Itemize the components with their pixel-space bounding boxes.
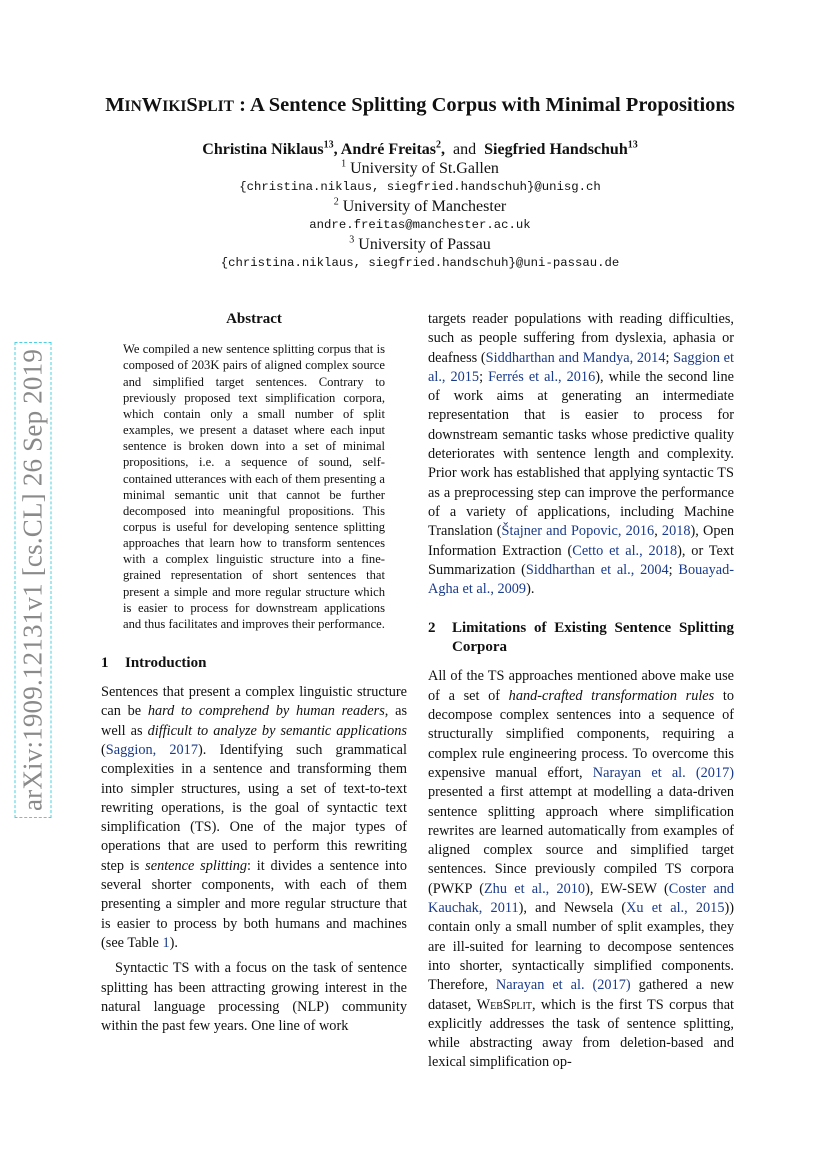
citation-link[interactable]: Štajner and Popovic, 2016 [501,523,655,540]
title-rest: : A Sentence Splitting Corpus with Minimal Propositions [239,94,735,116]
citation-link[interactable]: Narayan et al. (2017) [592,764,734,781]
affiliation-2-email: andre.freitas@manchester.ac.uk [309,218,531,232]
author-1: Christina Niklaus [202,141,324,158]
author-3-sup: 13 [627,139,638,151]
table-ref-link[interactable]: 1 [162,934,170,951]
citation-link[interactable]: Saggion et al., 2015 [428,349,734,385]
citation-link[interactable]: Coster and Kauchak, 2011 [428,880,734,917]
left-column [101,310,407,1036]
citation-link[interactable]: Siddharthan and Mandya, 2014 [485,349,666,366]
affiliation-3: $^3$ University of Passau [349,234,491,253]
paper-title [70,94,770,117]
affiliation-2: $^2$ University of Manchester [333,196,507,215]
author-names: Christina Niklaus$^{13}$, André Freitas$^2$, and Siegfried Handschuh$^{13}$ [202,139,638,158]
author-3: Siegfried Handschuh [484,141,628,158]
abstract-heading: Abstract [226,311,282,327]
arxiv-identifier: arXiv:1909.12131v1 [cs.CL] 26 Sep 2019 [15,342,52,818]
author-block [70,140,770,273]
citation-link[interactable]: Cetto et al., 2018 [572,542,678,559]
citation-link[interactable]: Bouayad-Agha et al., 2009 [428,561,735,598]
affiliation-3-email: {christina.niklaus, siegfried.handschuh}@uni-passau.de [220,256,620,270]
intro-paragraph-1: Sentences that present a complex linguistic structure can be hard to comprehend by human readers, as well as difficult to analyze by semantic applications (Saggion, 2017). Identifying such grammatical complexities in a sentence and transforming them into simpler structures, using a set of text-to-text rewriting operations, is the goal of syntactic text simplification (TS). One of the major types of operations that are used to perform this rewriting step is sentence splitting: it divides a sentence into several shorter components, with each of them presenting a simpler and more regular structure that is easier to process by both humans and machines (see Table 1). [101,684,408,951]
section-2-paragraph: All of the TS approaches mentioned above make use of a set of hand-crafted transformation rules to decompose complex sentences into a sequence of structurally simplified components, requiring a complex rule engineering process. To overcome this expensive manual effort, Narayan et al. (2017) presented a first attempt at modelling a data-driven sentence splitting approach where simplification rewrites are learned automatically from examples of aligned complex source and simplified target sentences. Since previously compiled TS corpora (PWKP (Zhu et al., 2010), EW-SEW (Coster and Kauchak, 2011), and Newsela (Xu et al., 2015)) contain only a small number of split examples, they are ill-suited for learning to decompose sentences into shorter, syntactically simplified components. Therefore, Narayan et al. (2017) gathered a new dataset, WebSplit, which is the first TS corpus that explicitly addresses the task of sentence splitting, while abstracting away from deletion-based and lexical simplification op- [428,668,735,1071]
citation-link[interactable]: Xu et al., 2015 [626,900,725,917]
citation-link[interactable]: Saggion, 2017 [105,742,198,758]
affiliation-1: $^1$ University of St.Gallen [341,158,499,177]
affiliation-1-email: {christina.niklaus, siegfried.handschuh}@unisg.ch [239,180,601,194]
author-1-sup: 13 [323,139,334,151]
right-paragraph-1: targets reader populations with reading difficulties, such as people suffering from dyslexia, aphasia or deafness (Siddharthan and Mandya, 2014; Saggion et al., 2015; Ferrés et al., 2016), while the second line of work aims at generating an intermediate representation that is easier to process for downstream semantic tasks whose predictive quality deteriorates with sentence length and complexity. Prior work has established that applying syntactic TS as a preprocessing step can improve the performance of a variety of applications, including Machine Translation (Štajner and Popovic, 2016, 2018), Open Information Extraction (Cetto et al., 2018), or Text Summarization (Siddharthan et al., 2004; Bouayad-Agha et al., 2009). [428,311,735,598]
citation-link[interactable]: 2018 [661,523,691,540]
abstract-text: We compiled a new sentence splitting corpus that is composed of 203K pairs of aligned complex source and simplified target sentences. Contrary to previously proposed text simplification corpora, which contain only a small number of split examples, we present a dataset where each input sentence is broken down into a set of minimal propositions, i.e. a sequence of sound, self-contained utterances with each of them presenting a minimal semantic unit that cannot be further decomposed into meaningful propositions. This corpus is useful for developing sentence splitting approaches that learn how to transform sentences with a complex linguistic structure into a fine-grained representation of short sentences that present a simple and more regular structure which is easier to process for downstream applications and thus facilitates and improves their performance. [123,342,385,631]
title-smallcaps: MINWIKISPLIT [105,94,234,116]
section-1-heading: 1 Introduction [101,655,207,672]
arxiv-sidebar [8,320,58,840]
section-2-heading: 2 Limitations of Existing Sentence Splitting Corpora [428,620,734,656]
author-and: and [453,141,477,158]
right-column [428,310,734,1073]
author-2-sup: 2 [436,139,442,151]
citation-link[interactable]: Narayan et al. (2017) [495,977,631,994]
citation-link[interactable]: Ferrés et al., 2016 [488,368,596,385]
intro-paragraph-2: Syntactic TS with a focus on the task of sentence splitting has been attracting growing interest in the natural language processing (NLP) community within the past few years. One line of work [101,960,407,1035]
author-2: André Freitas [340,141,437,158]
citation-link[interactable]: Siddharthan et al., 2004 [525,561,669,578]
citation-link[interactable]: Zhu et al., 2010 [483,880,586,897]
